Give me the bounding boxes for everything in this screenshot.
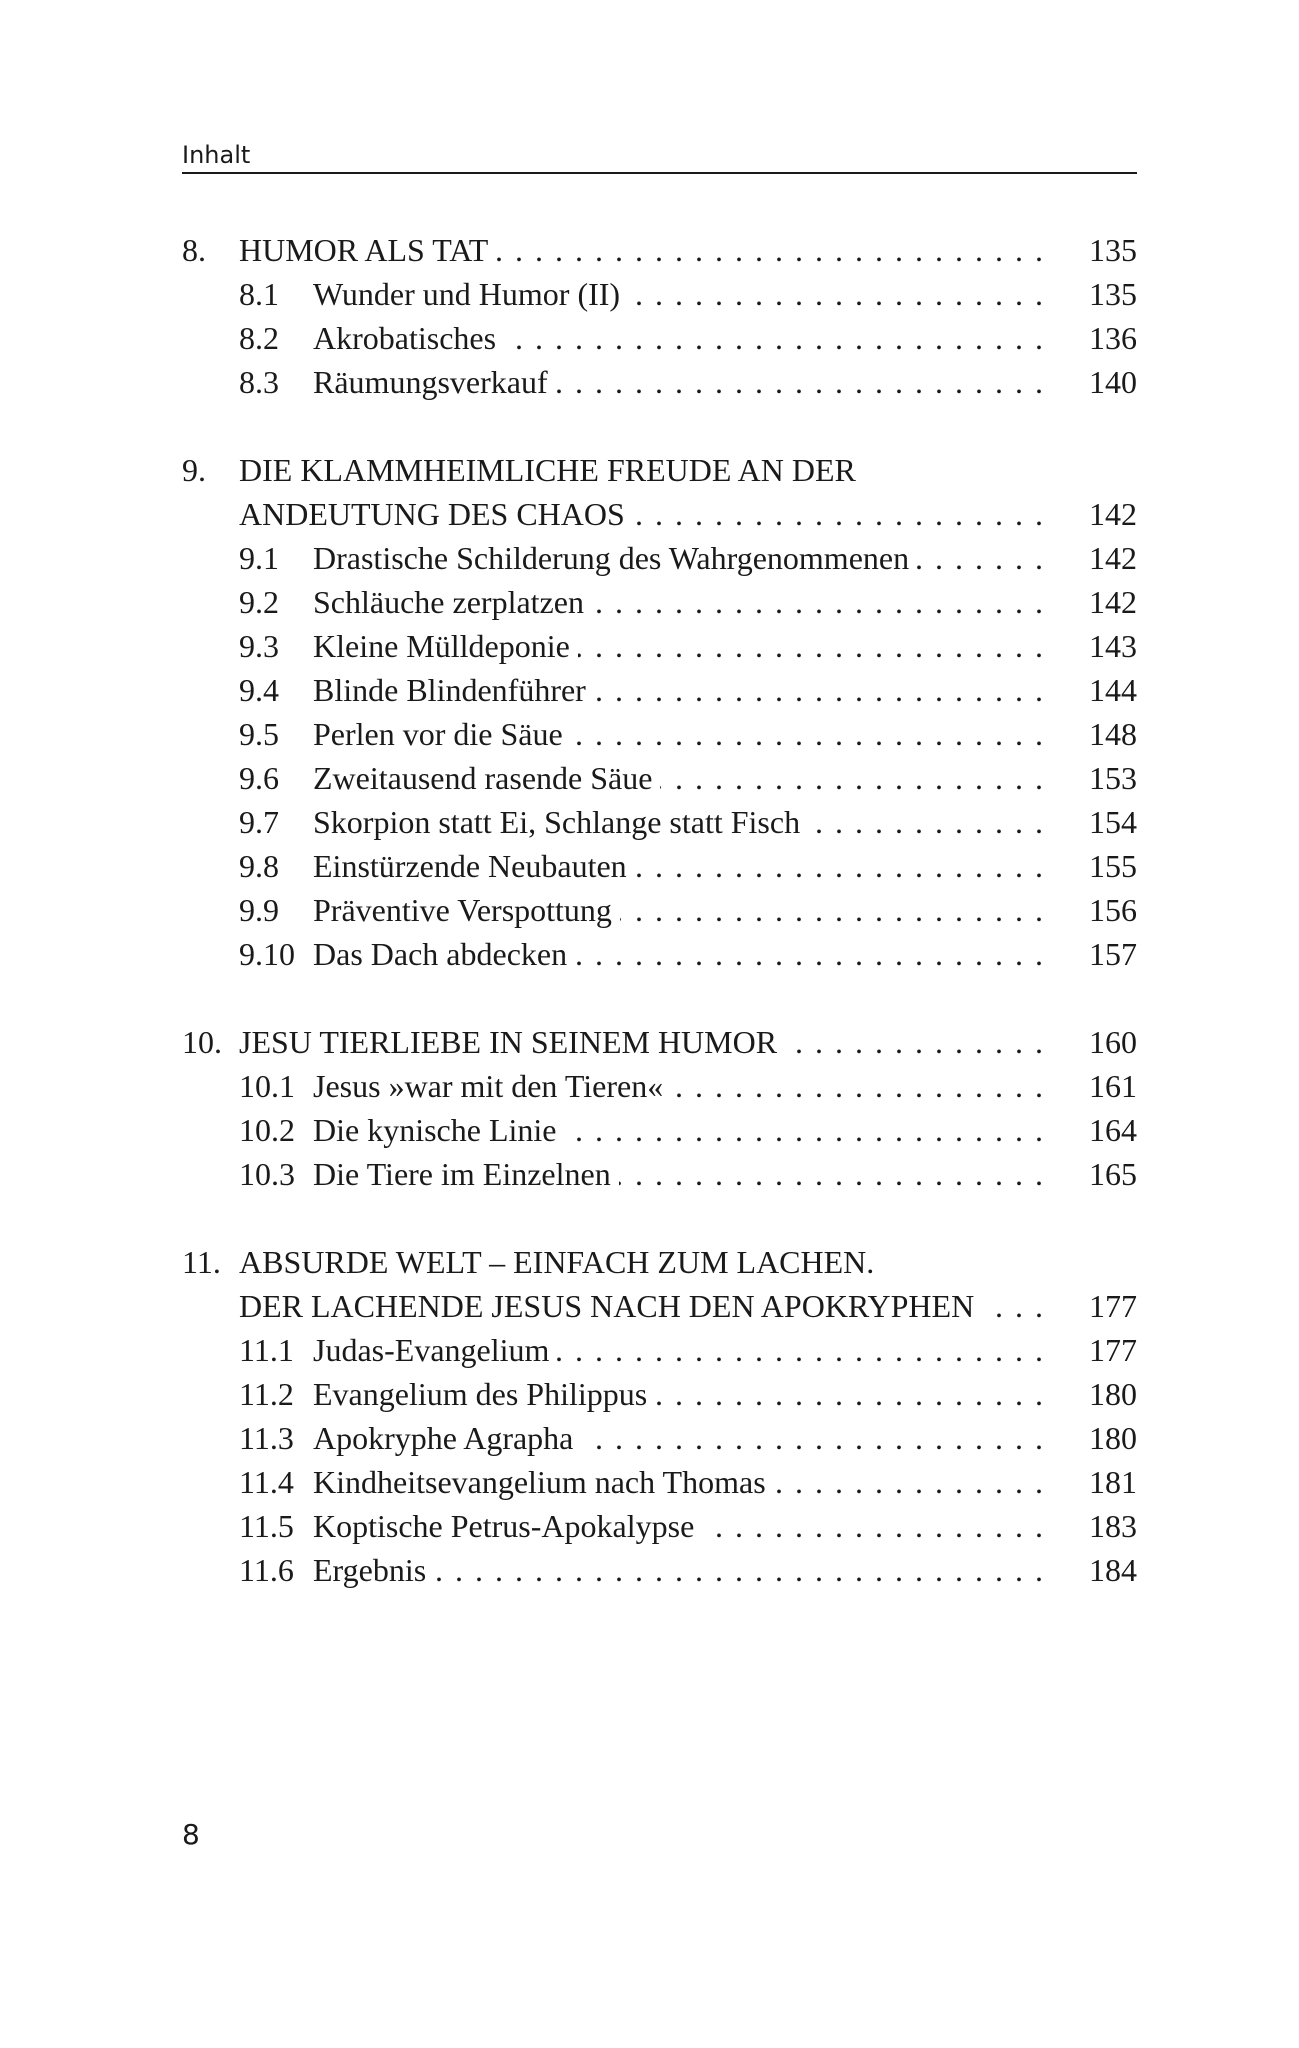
chapter-number: 8. (182, 232, 206, 268)
chapter-title: DIE KLAMMHEIMLICHE FREUDE AN DER (239, 452, 864, 488)
toc-section-row[interactable] (182, 800, 1137, 844)
section-number: 9.10 (239, 936, 295, 972)
chapter-page-number: 177 (1045, 1284, 1137, 1328)
title-cell (313, 1372, 1137, 1416)
section-page-number: 148 (1045, 712, 1137, 756)
section-page-number: 142 (1045, 536, 1137, 580)
section-title: Koptische Petrus-Apokalypse (313, 1508, 702, 1544)
title-cell (313, 712, 1137, 756)
toc-section-row[interactable] (182, 1504, 1137, 1548)
running-header (182, 132, 1137, 174)
toc-section-row[interactable] (182, 580, 1137, 624)
section-number: 9.5 (239, 716, 279, 752)
section-number: 9.4 (239, 672, 279, 708)
toc-chapter (182, 1020, 1137, 1196)
section-title: Apokryphe Agrapha (313, 1420, 581, 1456)
title-cell (313, 1108, 1137, 1152)
title-cell (313, 1064, 1137, 1108)
toc-section-row[interactable] (182, 1328, 1137, 1372)
toc-section-row[interactable] (182, 272, 1137, 316)
section-page-number: 143 (1045, 624, 1137, 668)
toc-chapter (182, 1240, 1137, 1592)
chapter-page-number: 160 (1045, 1020, 1137, 1064)
section-title: Blinde Blindenführer (313, 672, 594, 708)
section-page-number: 153 (1045, 756, 1137, 800)
section-page-number: 183 (1045, 1504, 1137, 1548)
section-page-number: 164 (1045, 1108, 1137, 1152)
section-number: 11.4 (239, 1464, 294, 1500)
toc-section-row[interactable] (182, 1064, 1137, 1108)
section-number: 10.3 (239, 1156, 295, 1192)
section-number: 9.8 (239, 848, 279, 884)
section-number: 8.2 (239, 320, 279, 356)
section-page-number: 177 (1045, 1328, 1137, 1372)
section-title: Kleine Mülldeponie (313, 628, 578, 664)
chapter-number: 9. (182, 452, 206, 488)
toc-section-row[interactable] (182, 1372, 1137, 1416)
section-title: Das Dach abdecken (313, 936, 575, 972)
chapter-title: ABSURDE WELT – EINFACH ZUM LACHEN. (239, 1244, 882, 1280)
section-page-number: 140 (1045, 360, 1137, 404)
toc-chapter-row[interactable] (182, 448, 1137, 492)
section-number: 9.7 (239, 804, 279, 840)
section-title: Präventive Verspottung (313, 892, 620, 928)
title-cell (313, 536, 1137, 580)
section-page-number: 180 (1045, 1416, 1137, 1460)
title-cell (313, 1152, 1137, 1196)
chapter-number: 11. (182, 1244, 221, 1280)
section-number: 11.2 (239, 1376, 294, 1412)
toc-chapter-row[interactable] (182, 228, 1137, 272)
title-cell (313, 1548, 1137, 1592)
page-number: 8 (182, 1818, 200, 1851)
title-cell (313, 1460, 1137, 1504)
toc-section-row[interactable] (182, 1416, 1137, 1460)
toc-chapter (182, 228, 1137, 404)
section-title: Wunder und Humor (II) (313, 276, 628, 312)
section-title: Die Tiere im Einzelnen (313, 1156, 619, 1192)
section-page-number: 156 (1045, 888, 1137, 932)
section-page-number: 136 (1045, 316, 1137, 360)
title-cell (313, 1328, 1137, 1372)
title-cell (239, 228, 1137, 272)
section-title: Zweitausend rasende Säue (313, 760, 660, 796)
section-title: Kindheitsevangelium nach Thomas (313, 1464, 774, 1500)
title-cell (313, 272, 1137, 316)
section-title: Skorpion statt Ei, Schlange statt Fisch (313, 804, 808, 840)
title-cell (313, 360, 1137, 404)
title-cell (313, 888, 1137, 932)
toc-section-row[interactable] (182, 360, 1137, 404)
section-number: 11.5 (239, 1508, 294, 1544)
toc-section-row[interactable] (182, 1152, 1137, 1196)
section-title: Schläuche zerplatzen (313, 584, 592, 620)
title-cell (239, 1020, 1137, 1064)
toc-section-row[interactable] (182, 1460, 1137, 1504)
toc-section-row[interactable] (182, 1548, 1137, 1592)
section-page-number: 161 (1045, 1064, 1137, 1108)
toc-section-row[interactable] (182, 624, 1137, 668)
section-page-number: 157 (1045, 932, 1137, 976)
section-number: 9.1 (239, 540, 279, 576)
section-number: 8.3 (239, 364, 279, 400)
section-number: 9.9 (239, 892, 279, 928)
header-title: Inhalt (182, 141, 251, 169)
title-cell (239, 492, 1137, 536)
section-number: 11.3 (239, 1420, 294, 1456)
section-number: 8.1 (239, 276, 279, 312)
toc-chapter-row[interactable] (182, 492, 1137, 536)
section-title: Räumungsverkauf (313, 364, 556, 400)
section-page-number: 180 (1045, 1372, 1137, 1416)
title-cell (313, 316, 1137, 360)
toc-section-row[interactable] (182, 316, 1137, 360)
section-page-number: 142 (1045, 580, 1137, 624)
section-title: Perlen vor die Säue (313, 716, 571, 752)
toc-chapter (182, 448, 1137, 976)
table-of-contents (182, 228, 1137, 1636)
toc-section-row[interactable] (182, 844, 1137, 888)
section-number: 11.6 (239, 1552, 294, 1588)
section-number: 11.1 (239, 1332, 294, 1368)
section-number: 9.6 (239, 760, 279, 796)
section-page-number: 154 (1045, 800, 1137, 844)
section-number: 9.2 (239, 584, 279, 620)
section-number: 10.1 (239, 1068, 295, 1104)
section-title: Die kynische Linie (313, 1112, 564, 1148)
section-page-number: 135 (1045, 272, 1137, 316)
toc-section-row[interactable] (182, 888, 1137, 932)
chapter-title: JESU TIERLIEBE IN SEINEM HUMOR (239, 1024, 785, 1060)
section-page-number: 155 (1045, 844, 1137, 888)
toc-section-row[interactable] (182, 536, 1137, 580)
section-title: Drastische Schilderung des Wahrgenommenen (313, 540, 917, 576)
chapter-title: DER LACHENDE JESUS NACH DEN APOKRYPHEN (239, 1288, 982, 1324)
section-title: Akrobatisches (313, 320, 504, 356)
title-cell (313, 624, 1137, 668)
chapter-title: HUMOR ALS TAT (239, 232, 496, 268)
section-title: Evangelium des Philippus (313, 1376, 655, 1412)
section-page-number: 144 (1045, 668, 1137, 712)
section-title: Jesus »war mit den Tieren« (313, 1068, 671, 1104)
title-cell (313, 1416, 1137, 1460)
section-title: Einstürzende Neubauten (313, 848, 635, 884)
toc-section-row[interactable] (182, 668, 1137, 712)
section-page-number: 181 (1045, 1460, 1137, 1504)
toc-section-row[interactable] (182, 1108, 1137, 1152)
section-title: Judas-Evangelium (313, 1332, 557, 1368)
title-cell (313, 756, 1137, 800)
section-title: Ergebnis (313, 1552, 434, 1588)
title-cell (313, 800, 1137, 844)
title-cell (239, 1240, 1137, 1284)
section-number: 10.2 (239, 1112, 295, 1148)
title-cell (313, 1504, 1137, 1548)
toc-chapter-row[interactable] (182, 1240, 1137, 1284)
section-number: 9.3 (239, 628, 279, 664)
chapter-page-number: 135 (1045, 228, 1137, 272)
toc-section-row[interactable] (182, 756, 1137, 800)
section-page-number: 184 (1045, 1548, 1137, 1592)
chapter-title: ANDEUTUNG DES CHAOS (239, 496, 633, 532)
section-page-number: 165 (1045, 1152, 1137, 1196)
chapter-page-number: 142 (1045, 492, 1137, 536)
title-cell (313, 580, 1137, 624)
title-cell (239, 448, 1137, 492)
toc-section-row[interactable] (182, 712, 1137, 756)
title-cell (313, 932, 1137, 976)
title-cell (313, 668, 1137, 712)
toc-section-row[interactable] (182, 932, 1137, 976)
title-cell (313, 844, 1137, 888)
chapter-number: 10. (182, 1024, 222, 1060)
toc-chapter-row[interactable] (182, 1020, 1137, 1064)
title-cell (239, 1284, 1137, 1328)
toc-chapter-row[interactable] (182, 1284, 1137, 1328)
